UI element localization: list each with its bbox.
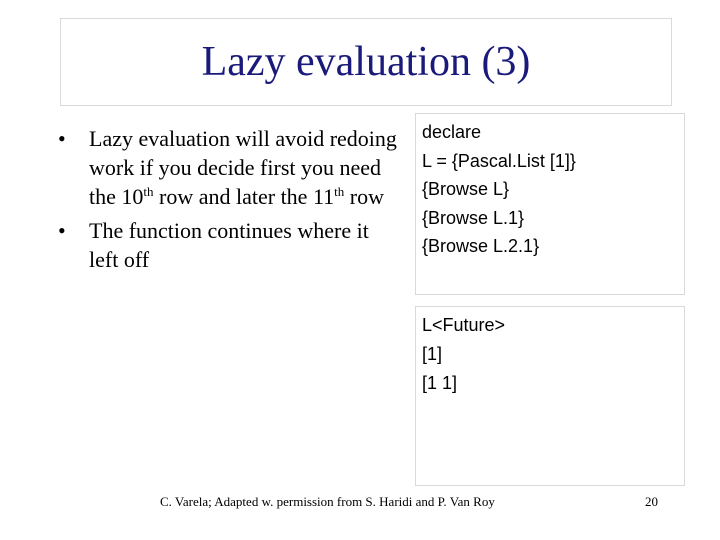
code-box-input <box>415 113 685 295</box>
bullet-item <box>58 216 402 274</box>
code-line: {Browse L.2.1} <box>422 236 540 257</box>
page-number: 20 <box>645 494 658 509</box>
code-line: {Browse L} <box>422 179 510 200</box>
slide-footer: C. Varela; Adapted w. permission from S. Haridi and P. Van Roy <box>160 494 495 509</box>
bullet-item <box>58 124 402 211</box>
bullet-list <box>58 124 402 279</box>
output-line: [1 1] <box>422 373 458 393</box>
bullet-text-part: Lazy evaluation will avoid redoing work if you decide first you need the 10 <box>89 126 397 209</box>
bullet-text: The function continues where it left off <box>89 218 369 272</box>
output-line: [1] <box>422 344 443 364</box>
bullet-text-part: row and later the 11 <box>153 184 335 209</box>
code-line: L = {Pascal.List [1]} <box>422 150 576 171</box>
bullet-text-part: row <box>344 184 384 209</box>
slide-title: Lazy evaluation (3) <box>201 39 531 85</box>
superscript: th <box>334 184 345 199</box>
superscript: th <box>143 184 154 199</box>
bullet-marker: • <box>58 126 66 151</box>
code-line: {Browse L.1} <box>422 207 525 228</box>
output-line: L<Future> <box>422 315 506 335</box>
bullet-text <box>89 126 397 209</box>
title-box <box>60 18 672 106</box>
code-line: declare <box>422 122 482 142</box>
bullet-marker: • <box>58 218 66 243</box>
code-box-output <box>415 306 685 486</box>
